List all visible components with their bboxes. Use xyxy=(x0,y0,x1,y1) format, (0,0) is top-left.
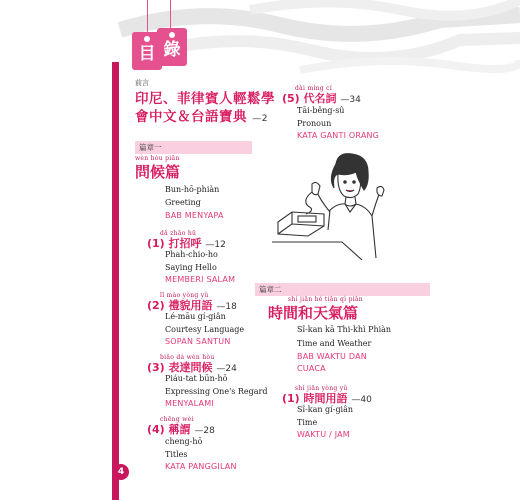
toc-tag-2-text: 錄 xyxy=(163,39,181,60)
chapter2-english: Time and Weather xyxy=(297,339,372,348)
section-pinyin: biǎo dá wèn hòu xyxy=(160,354,215,361)
section-english: Expressing One's Regard xyxy=(165,387,268,396)
section-pinyin: shí jiān yòng yǔ xyxy=(295,385,348,392)
section-romanization: Tāi-bêng-sû xyxy=(297,106,345,115)
woman-illustration xyxy=(272,150,392,260)
section-pinyin: chēng wèi xyxy=(160,416,194,423)
section-heading[interactable] xyxy=(147,421,215,437)
preface-title-line2-text: 會中文＆台語寶典 xyxy=(135,109,247,125)
section-romanization: Phah-chio-ho xyxy=(165,250,218,259)
section-pinyin: lǐ mào yòng yǔ xyxy=(160,292,209,299)
chapter2-pinyin: shí jiān hé tiān qì piān xyxy=(288,296,363,303)
preface-label: 前言 xyxy=(135,79,149,87)
section-pinyin: dài míng cí xyxy=(295,85,333,92)
section-title: (5) 代名詞 xyxy=(282,92,337,105)
section-romanization: cheng-hō xyxy=(165,437,203,446)
section-title: (4) 稱謂 xyxy=(147,423,191,436)
section-indonesian: WAKTU / JAM xyxy=(297,430,350,439)
section-page: —34 xyxy=(340,95,361,105)
section-heading[interactable] xyxy=(147,235,226,251)
header-wave-decoration xyxy=(0,0,520,80)
section-romanization: Piáu-tat būn-hō xyxy=(165,374,228,383)
section-english: Time xyxy=(297,418,318,427)
section-page: —40 xyxy=(351,395,372,405)
preface-page: —2 xyxy=(252,114,268,124)
chapter1-band xyxy=(135,141,252,154)
section-page: —12 xyxy=(205,240,226,250)
page-number xyxy=(113,464,129,480)
section-english: Saying Hello xyxy=(165,263,217,272)
section-romanization: Lé-māu gí-giân xyxy=(165,312,226,321)
section-title: (1) 打招呼 xyxy=(147,237,202,250)
section-title: (3) 表達問候 xyxy=(147,361,213,374)
preface-title-line1: 印尼、菲律賓人輕鬆學 xyxy=(135,91,275,107)
section-heading[interactable] xyxy=(147,297,237,313)
section-romanization: Sî-kan gí-giân xyxy=(297,405,354,414)
chapter1-indonesian: BAB MENYAPA xyxy=(165,211,224,220)
chapter2-label: 篇章二 xyxy=(259,285,282,294)
section-title: (2) 禮貌用語 xyxy=(147,299,213,312)
chapter1-english: Greeting xyxy=(165,198,201,207)
page-number-text: 4 xyxy=(117,467,125,477)
section-page: —24 xyxy=(216,364,237,374)
section-heading[interactable] xyxy=(147,359,237,375)
chapter1-romanization: Bun-hō-phiàn xyxy=(165,185,220,194)
chapter1-title: 問候篇 xyxy=(135,163,181,181)
chapter2-romanization: Sî-kan kā Thi-khì Phiàn xyxy=(297,325,392,334)
section-pinyin: dǎ zhāo hū xyxy=(160,230,197,237)
section-indonesian: KATA GANTI ORANG xyxy=(297,131,380,140)
section-page: —18 xyxy=(216,302,237,312)
toc-tag-1-text: 目 xyxy=(138,43,156,64)
section-english: Courtesy Language xyxy=(165,325,245,334)
chapter2-title: 時間和天氣篇 xyxy=(268,304,359,322)
section-english: Pronoun xyxy=(297,119,332,128)
section-indonesian: KATA PANGGILAN xyxy=(165,462,237,471)
tag-string xyxy=(147,0,148,34)
preface-title-line2 xyxy=(135,108,268,128)
section-heading[interactable] xyxy=(282,90,361,106)
left-accent-bar xyxy=(112,62,119,500)
toc-tag-2 xyxy=(157,28,187,66)
chapter1-label: 篇章一 xyxy=(139,143,162,152)
section-heading[interactable] xyxy=(282,390,372,406)
section-english: Titles xyxy=(165,450,188,459)
section-page: —28 xyxy=(194,426,215,436)
section-title: (1) 時間用語 xyxy=(282,392,348,405)
chapter2-indonesian-line1: BAB WAKTU DAN xyxy=(297,352,367,361)
chapter1-pinyin: wèn hòu piān xyxy=(135,155,180,162)
chapter2-band xyxy=(255,283,430,296)
tag-string xyxy=(170,0,171,30)
section-indonesian: MEMBERI SALAM xyxy=(165,275,236,284)
section-indonesian: SOPAN SANTUN xyxy=(165,337,231,346)
chapter2-indonesian-line2: CUACA xyxy=(297,364,326,373)
section-indonesian: MENYALAMI xyxy=(165,399,214,408)
